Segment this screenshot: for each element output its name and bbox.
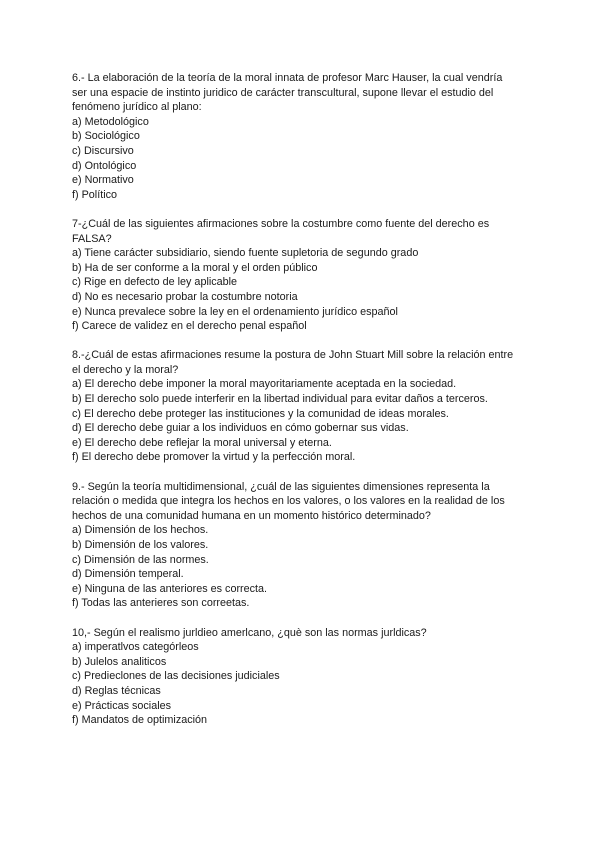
- question-stem-line: ser una espacie de instinto juridico de carácter transcultural, supone llevar el estudio del: [72, 86, 494, 99]
- question-stem-line: 8.-¿Cuál de estas afirmaciones resume la postura de John Stuart Mill sobre la relación entre: [72, 349, 514, 362]
- question-stem-line: 10,- Según el realismo jurldieo amerlcano, ¿què son las normas jurldicas?: [72, 626, 427, 639]
- answer-option: d) Dimensión temperal.: [72, 568, 184, 581]
- answer-option: e) Prácticas sociales: [72, 699, 172, 712]
- answer-option: e) Ninguna de las anteriores es correcta.: [72, 582, 268, 595]
- question-stem-line: 9.- Según la teoría multidimensional, ¿cuál de las siguientes dimensiones representa la: [72, 480, 490, 493]
- answer-option: b) Ha de ser conforme a la moral y el orden público: [72, 261, 318, 274]
- answer-option: d) El derecho debe guiar a los individuos en cómo gobernar sus vidas.: [72, 422, 409, 435]
- answer-option: e) Normativo: [72, 174, 134, 187]
- question-stem-line: 6.- La elaboración de la teoría de la moral innata de profesor Marc Hauser, la cual vendría: [72, 72, 503, 84]
- answer-option: a) Metodológico: [72, 115, 149, 128]
- answer-option: b) El derecho solo puede interferir en la libertad individual para evitar daños a terceros.: [72, 393, 488, 406]
- answer-option: d) No es necesario probar la costumbre notoria: [72, 290, 298, 303]
- answer-option: a) Tiene carácter subsidiario, siendo fuente supletoria de segundo grado: [72, 247, 419, 260]
- answer-option: f) Carece de validez en el derecho penal español: [72, 320, 307, 333]
- answer-option: f) El derecho debe promover la virtud y la perfección moral.: [72, 451, 356, 464]
- question-stem-line: relación o medida que integra los hechos en los valores, o los valores en la realidad de los: [72, 495, 505, 508]
- question-stem-line: el derecho y la moral?: [72, 363, 179, 376]
- question-10: [72, 626, 540, 728]
- answer-option: b) Dimensión de los valores.: [72, 539, 209, 551]
- answer-option: e) El derecho debe reflejar la moral universal y eterna.: [72, 436, 332, 449]
- answer-option: e) Nunca prevalece sobre la ley en el ordenamiento jurídico español: [72, 305, 398, 318]
- answer-option: a) imperatlvos categórleos: [72, 641, 199, 654]
- answer-option: b) Julelos analiticos: [72, 655, 167, 668]
- answer-option: d) Ontológico: [72, 159, 137, 172]
- answer-option: c) Rige en defecto de ley aplicable: [72, 276, 238, 289]
- answer-option: c) El derecho debe proteger las instituciones y la comunidad de ideas morales.: [72, 407, 449, 420]
- answer-option: a) El derecho debe imponer la moral mayoritariamente aceptada en la sociedad.: [72, 378, 457, 391]
- answer-option: c) Dimensión de las normes.: [72, 553, 209, 566]
- question-stem-line: fenómeno jurídico al plano:: [72, 101, 202, 114]
- question-8: [72, 348, 540, 465]
- question-7: [72, 217, 540, 334]
- question-9: [72, 480, 540, 611]
- answer-option: f) Todas las anterieres son correetas.: [72, 597, 250, 610]
- answer-option: b) Sociológico: [72, 130, 140, 143]
- question-stem-line: hechos de una comunidad humana en un momento histórico determinado?: [72, 509, 431, 522]
- answer-option: a) Dimensión de los hechos.: [72, 524, 209, 537]
- answer-option: c) Discursivo: [72, 144, 134, 157]
- question-6: [72, 71, 540, 202]
- answer-option: d) Reglas técnicas: [72, 684, 161, 697]
- question-stem-line: FALSA?: [72, 232, 112, 245]
- answer-option: f) Mandatos de optimización: [72, 714, 208, 727]
- question-stem-line: 7-¿Cuál de las siguientes afirmaciones sobre la costumbre como fuente del derecho es: [72, 217, 490, 230]
- answer-option: f) Político: [72, 188, 118, 201]
- answer-option: c) Predieclones de las decisiones judiciales: [72, 670, 280, 683]
